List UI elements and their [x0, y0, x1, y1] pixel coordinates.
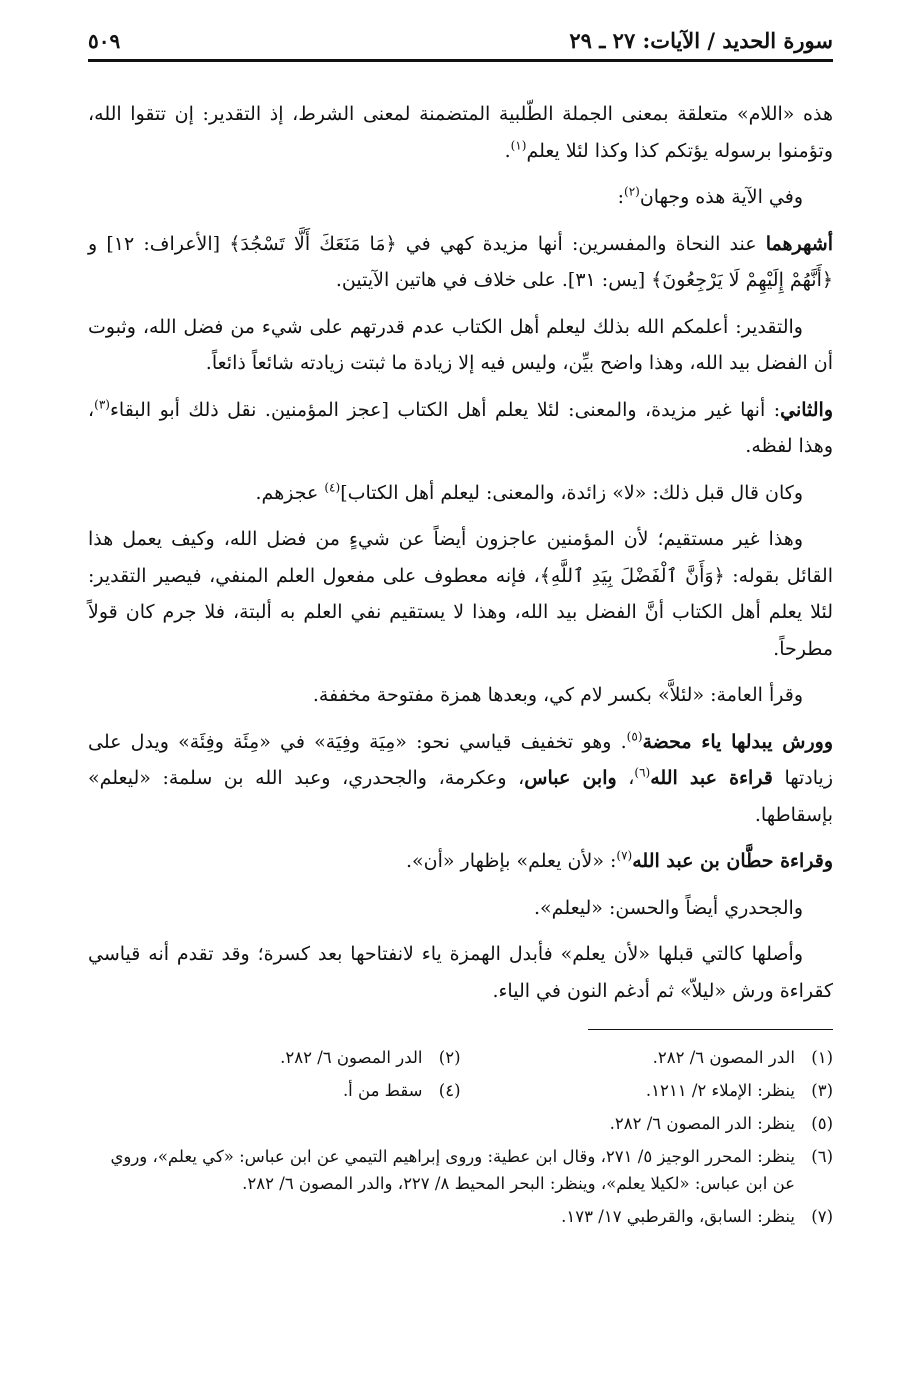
footnote-row: [88, 1044, 833, 1077]
footnote-marker: (٧): [616, 848, 633, 863]
running-header: [88, 28, 833, 62]
text-run: والتقدير: أعلمكم الله بذلك ليعلم أهل الكتاب عدم قدرتهم على شيء من فضل الله، وثبوت أن الفضل بيد الله، وهذا واضح بيِّن، وليس فيه إلا زيادة ما ثبتت زيادته شائعاً ذائعاً.: [88, 315, 833, 375]
footnote-marker: (٢): [624, 184, 640, 199]
text-run: ، وعكرمة، والجحدري، وعبد الله بن سلمة: «ليعلم» بإسقاطها.: [88, 767, 833, 826]
footnote-separator: [588, 1029, 833, 1030]
paragraph: [88, 521, 833, 667]
text-run: وأصلها كالتي قبلها «لأن يعلم» فأبدل الهمزة ياء لانفتاحها بعد كسرة؛ وقد تقدم أنه قياسي كقراءة ورش «ليلاّ» ثم أدغم النون في الياء.: [88, 943, 833, 1002]
footnote-marker: (٣): [94, 397, 110, 412]
text-run: : «لأن يعلم» بإظهار «أن».: [405, 850, 617, 873]
footnote-marker: (٥): [626, 729, 643, 744]
bold-term: والثاني: [780, 398, 833, 421]
footnote-5: (٥)ينظر: الدر المصون ٦/ ٢٨٢.: [609, 1114, 833, 1134]
text-run: وهذا غير مستقيم؛ لأن المؤمنين عاجزون أيضاً عن شيءٍ من فضل الله، وكيف يعمل هذا القائل بقوله: ﴿وَأَنَّ ٱلْفَضْلَ بِيَدِ ٱللَّهِ﴾، فإنه معطوف على مفعول العلم المنفي، فيصير التقدير: لئلا يعلم أهل الكتاب أنَّ الفضل بيد الله، وهذا لا يستقيم نفي العلم به ألبتة، فلا جرم كان قولاً مطرحاً.: [88, 528, 833, 660]
footnote-3: (٣)ينظر: الإملاء ٢/ ١٢١١.: [645, 1081, 833, 1101]
page-number: ٥٠٩: [88, 29, 121, 54]
paragraph: [88, 677, 833, 714]
text-run: : أنها غير مزيدة، والمعنى: لئلا يعلم أهل الكتاب [عجز المؤمنين. نقل ذلك أبو البقاء: [109, 398, 781, 421]
main-text: [88, 96, 833, 1009]
footnote-marker: (٤): [324, 480, 341, 495]
paragraph: [88, 936, 833, 1009]
paragraph: [88, 890, 833, 927]
text-run: :: [617, 186, 624, 209]
text-run: . وهو تخفيف قياسي نحو: «مِيَة وفِيَة» في «مِئَة وفِئَة» ويدل على زيادتها: [88, 730, 834, 790]
footnotes: [88, 1044, 833, 1230]
text-run: .: [504, 139, 511, 162]
paragraph: [88, 475, 833, 512]
footnote-7: (٧)ينظر: السابق، والقرطبي ١٧/ ١٧٣.: [561, 1207, 833, 1227]
text-run: ، وهذا لفظه.: [88, 398, 833, 458]
bold-term: أشهرهما: [765, 232, 833, 255]
text-run: وفي الآية هذه وجهان: [639, 186, 803, 209]
bold-term: وورش يبدلها ياء محضة: [642, 730, 834, 753]
footnote-1: (١)الدر المصون ٦/ ٢٨٢.: [652, 1048, 833, 1068]
bold-term: قراءة عبد الله: [650, 767, 773, 790]
footnote-row: [88, 1077, 833, 1110]
footnote-marker: (٦): [634, 765, 651, 780]
paragraph: [88, 392, 833, 465]
paragraph: [88, 843, 833, 880]
surah-title: سورة الحديد / الآيات: ٢٧ ـ ٢٩: [569, 28, 833, 53]
bold-term: وقراءة حطَّان بن عبد الله: [632, 850, 833, 873]
footnote-4: (٤)سقط من أ.: [342, 1081, 461, 1101]
paragraph: [88, 226, 833, 299]
text-run: هذه «اللام» متعلقة بمعنى الجملة الطّلبية المتضمنة لمعنى الشرط، إذ التقدير: إن تتقوا الله، وتؤمنوا برسوله يؤتكم كذا وكذا لئلا يعلم: [88, 103, 833, 162]
text-run: والجحدري أيضاً والحسن: «ليعلم».: [534, 896, 803, 919]
text-run: وكان قال قبل ذلك: «لا» زائدة، والمعنى: ليعلم أهل الكتاب]: [340, 481, 803, 504]
text-run: عند النحاة والمفسرين: أنها مزيدة كهي في ﴿مَا مَنَعَكَ أَلَّا تَسْجُدَ﴾ [الأعراف: ١٢] و ﴿أَنَّهُمْ إِلَيْهِمْ لَا يَرْجِعُونَ﴾ [يس: ٣١]. على خلاف في هاتين الآيتين.: [88, 232, 833, 292]
footnote-marker: (١): [510, 138, 527, 153]
paragraph: [88, 96, 833, 169]
text-run: ،: [616, 767, 635, 790]
footnote-2: (٢)الدر المصون ٦/ ٢٨٢.: [280, 1048, 461, 1068]
bold-term: وابن عباس: [524, 767, 617, 790]
footnote-6: (٦)ينظر: المحرر الوجيز ٥/ ٢٧١، وقال ابن عطية: وروى إبراهيم التيمي عن ابن عباس: «كي يعلم»، وروي عن ابن عباس: «لكيلا يعلم»، وينظر: البحر المحيط ٨/ ٢٢٧، والدر المصون ٦/ ٢٨٢.: [110, 1147, 833, 1194]
paragraph: [88, 309, 833, 382]
paragraph: [88, 724, 833, 834]
text-run: وقرأ العامة: «لئلاَّ» بكسر لام كي، وبعدها همزة مفتوحة مخففة.: [312, 684, 803, 707]
text-run: عجزهم.: [255, 481, 325, 504]
paragraph: [88, 179, 833, 216]
